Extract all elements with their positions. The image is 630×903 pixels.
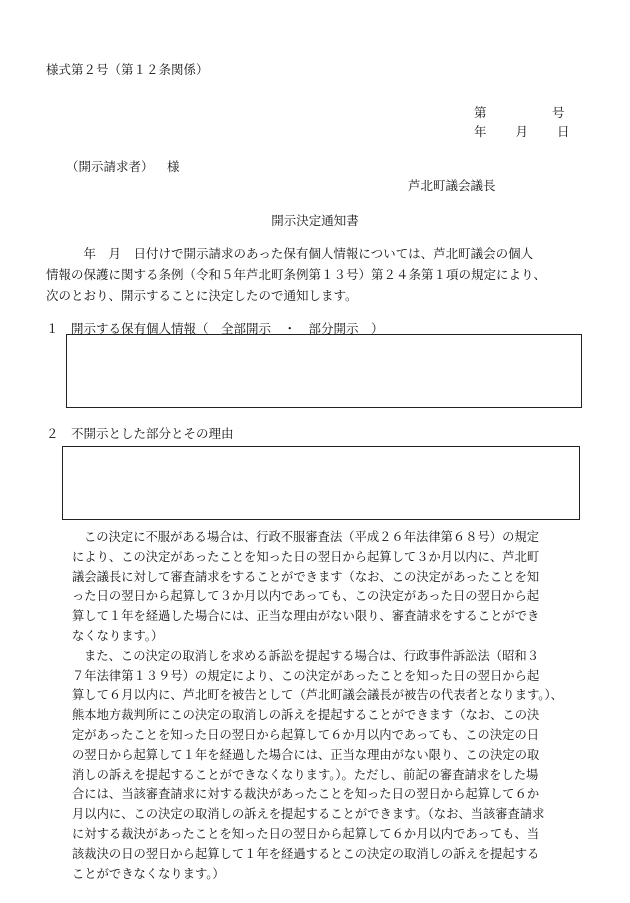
section-2-heading: ２ 不開示とした部分とその理由 [46, 426, 234, 441]
form-number: 様式第２号（第１２条関係） [46, 62, 209, 77]
notice-line: 定があったことを知った日の翌日から起算して６か月以内であっても、この決定の日 [72, 727, 540, 742]
notice-line: 消しの訴えを提起することができなくなります。）。ただし、前記の審査請求をした場 [72, 767, 539, 782]
date-year: 年 [474, 124, 487, 139]
date-month: 月 [515, 124, 529, 139]
sender-name: 芦北町議会議長 [408, 178, 496, 193]
notice-line: 算して６月以内に、芦北町を被告として（芦北町議会議長が被告の代表者となります。）、 [72, 688, 563, 703]
notice-line: ７年法律第１３９号）の規定により、この決定があったことを知った日の翌日から起 [72, 668, 540, 683]
notice-line: 算して１年を経過した場合には、正当な理由がない限り、審査請求をすることができ [72, 609, 540, 624]
notice-line: 合には、当該審査請求に対する裁決があったことを知った日の翌日から起算して６か [72, 787, 540, 802]
appeal-notice [72, 528, 592, 884]
intro-paragraph [46, 243, 586, 306]
notice-line: った日の翌日から起算して３か月以内であっても、この決定があった日の翌日から起 [72, 589, 540, 604]
issue-date [474, 122, 570, 140]
notice-line: また、この決定の取消しを求める訴訟を提起する場合は、行政事件訴訟法（昭和３ [84, 648, 539, 663]
document-number-label: 第 [474, 105, 487, 120]
notice-line: の翌日から起算して１年を経過した場合には、正当な理由がない限り、この決定の取 [72, 747, 540, 762]
notice-line: この決定に不服がある場合は、行政不服審査法（平成２６年法律第６８号）の規定 [84, 530, 539, 544]
notice-line: ことができなくなります。） [72, 866, 225, 881]
document-number-suffix: 号 [552, 105, 565, 120]
notice-line: 月以内に、この決定の取消しの訴えを提起することができます。（なお、当該審査請求 [72, 807, 545, 822]
recipient-label: （開示請求者） [66, 159, 154, 174]
notice-line: 熊本地方裁判所にこの決定の取消しの訴えを提起することができます（なお、この決 [72, 708, 540, 723]
notice-line: なくなります。） [72, 628, 164, 643]
notice-line: 該裁決の日の翌日から起算して１年を経過するとこの決定の取消しの訴えを提起する [72, 846, 540, 861]
intro-line: 情報の保護に関する条例（令和５年芦北町条例第１３号）第２４条第１項の規定により、 [46, 267, 547, 282]
document-title: 開示決定通知書 [271, 213, 359, 228]
date-day: 日 [557, 124, 570, 139]
recipient-honorific: 様 [167, 159, 180, 174]
section-1-heading: １ 開示する保有個人情報（ 全部開示 ・ 部分開示 ） [46, 321, 384, 336]
intro-line: 年 月 日付けで開示請求のあった保有個人情報については、芦北町議会の個人 [46, 246, 534, 261]
section-2-entry-box [62, 446, 580, 520]
notice-line: により、この決定があったことを知った日の翌日から起算して３か月以内に、芦北町 [72, 549, 540, 564]
notice-line: に対する裁決があったことを知った日の翌日から起算して６か月以内であっても、当 [72, 826, 540, 841]
notice-line: 議会議長に対して審査請求をすることができます（なお、この決定があったことを知 [72, 569, 540, 584]
intro-line: 次のとおり、開示することに決定したので通知します。 [46, 288, 358, 303]
section-1-entry-box [66, 334, 582, 408]
